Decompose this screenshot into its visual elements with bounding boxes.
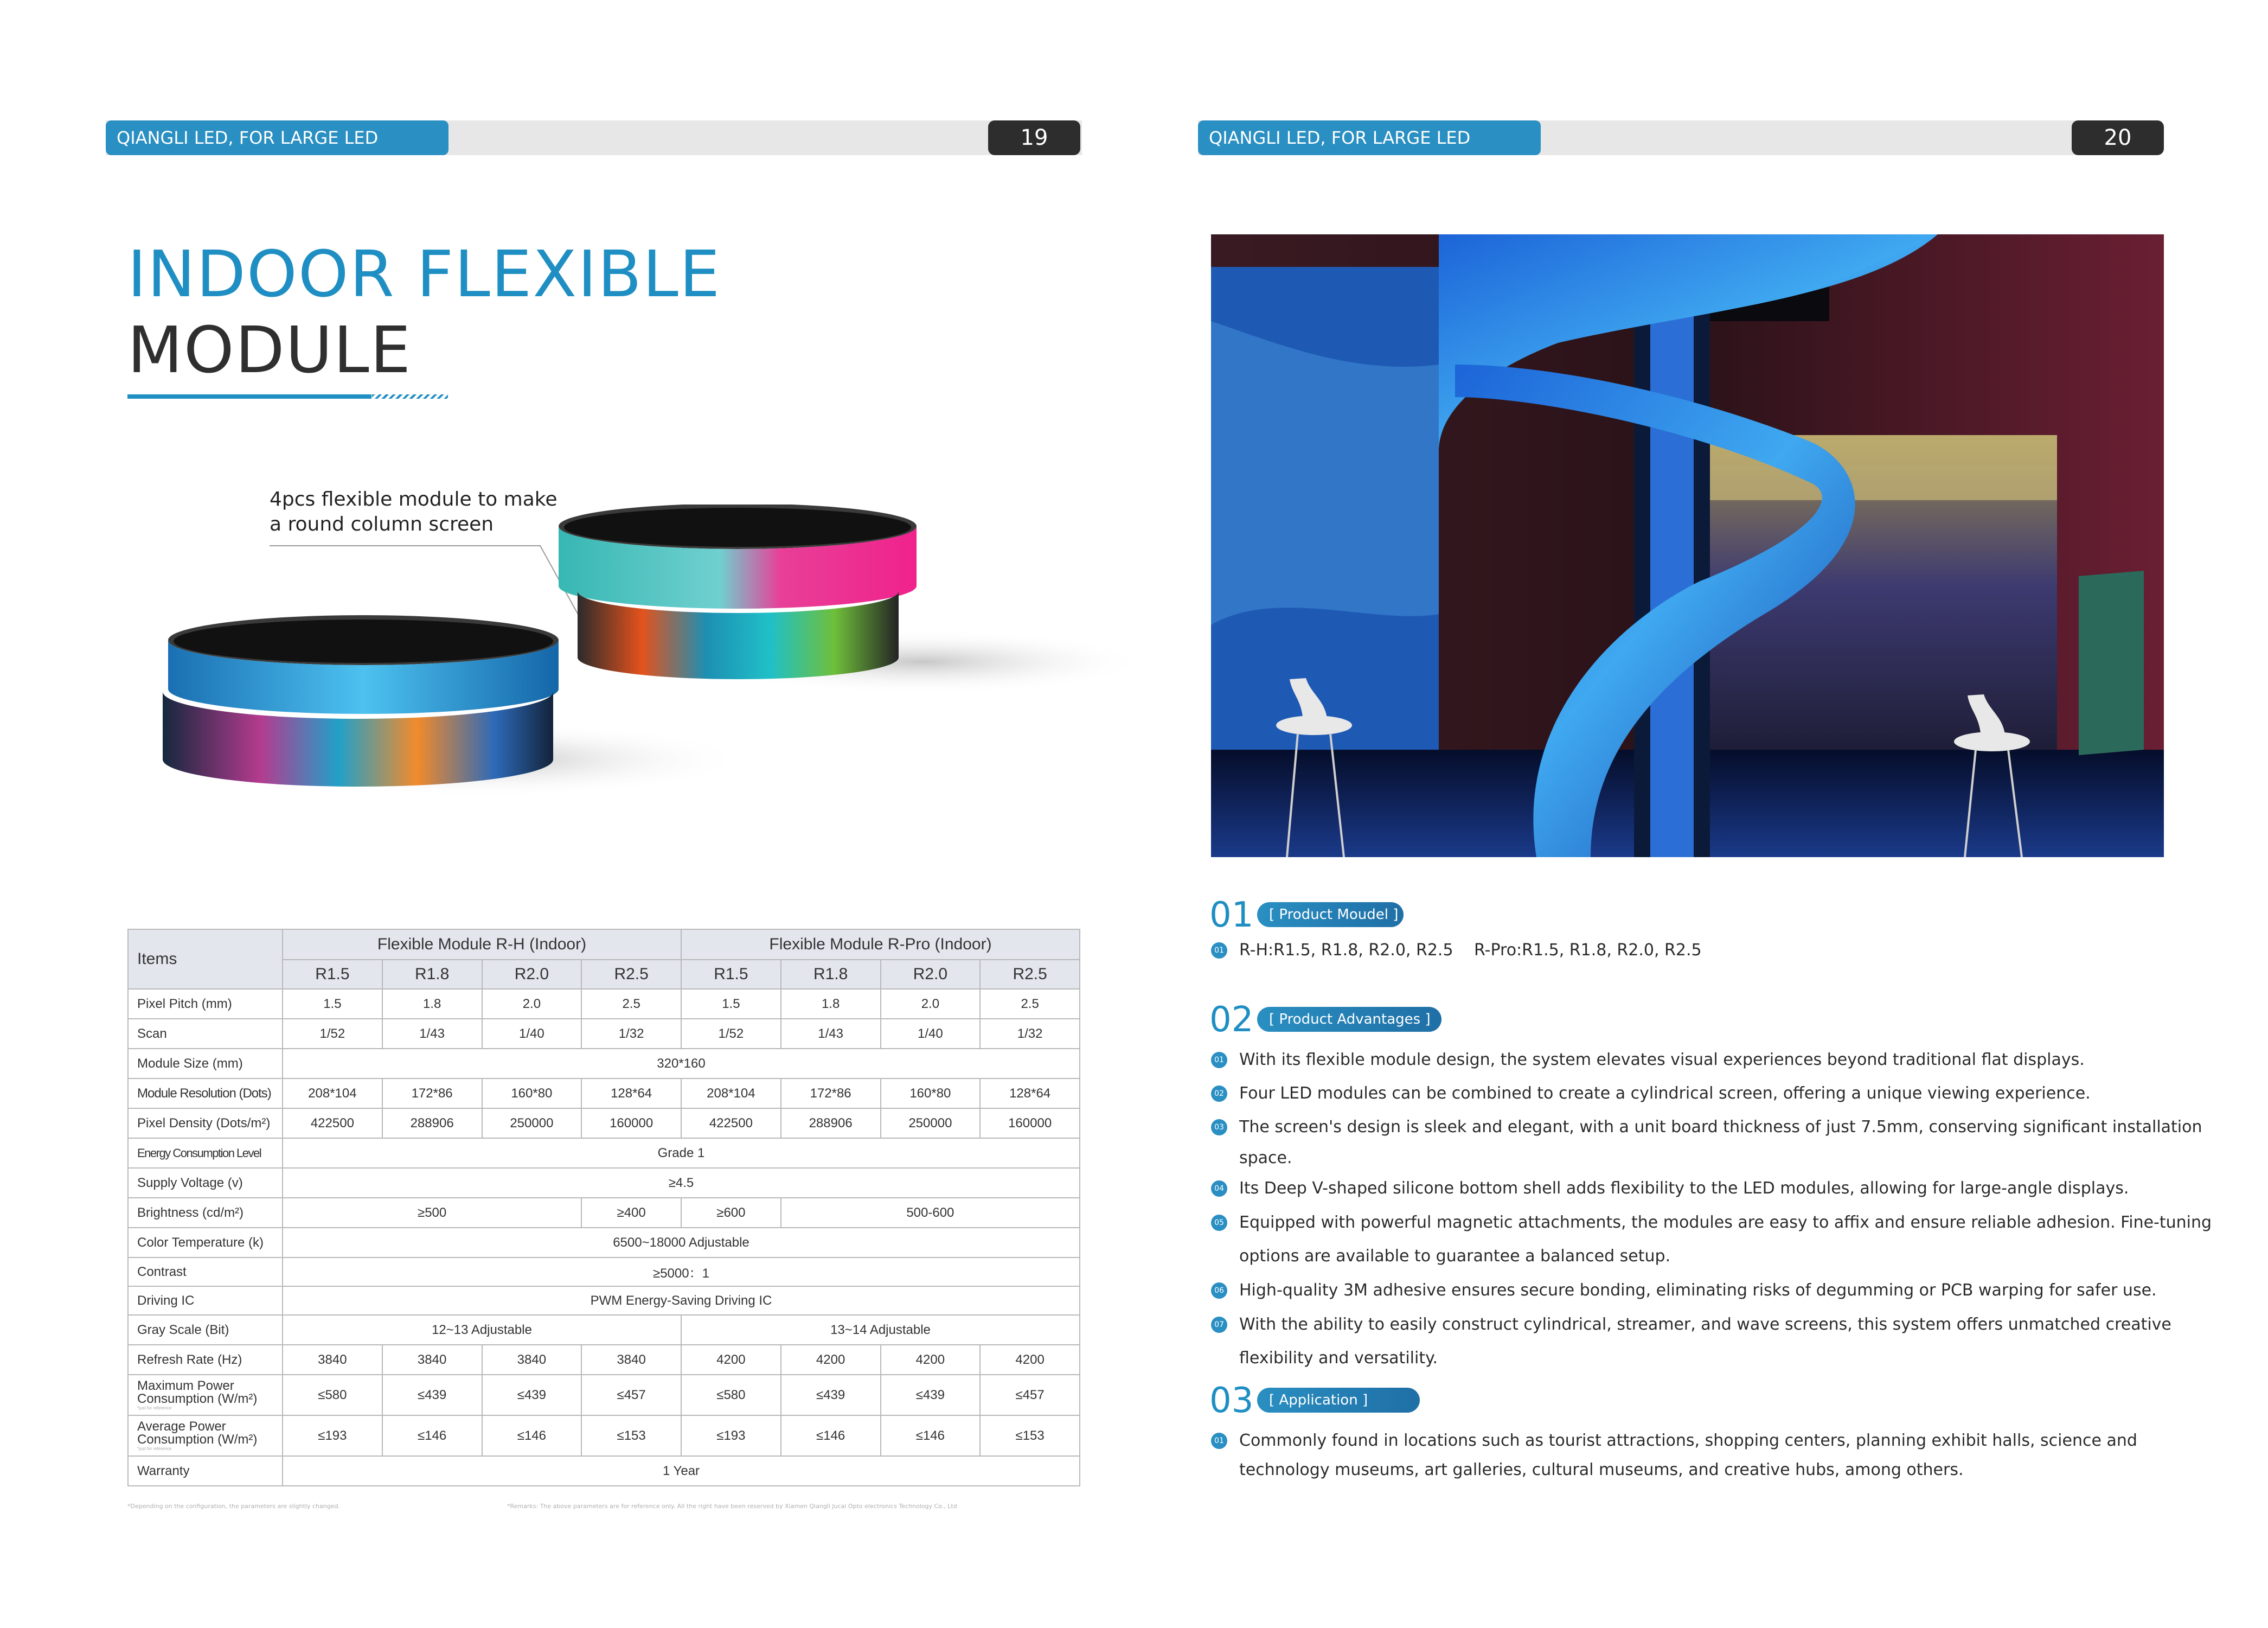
table-cell: ≤146 — [382, 1415, 482, 1456]
table-cell: 288906 — [382, 1108, 482, 1138]
section-pill-application: [ Application ] — [1257, 1388, 1420, 1413]
table-cell: 1/52 — [681, 1019, 781, 1049]
table-cell: 160*80 — [482, 1078, 582, 1108]
title-underline-hatch — [372, 394, 448, 399]
title-line-1: INDOOR FLEXIBLE — [127, 237, 721, 311]
table-cell: 1/43 — [781, 1019, 881, 1049]
row-label: Refresh Rate (Hz) — [128, 1345, 283, 1375]
advantage-item: Equipped with powerful magnetic attachments, the modules are easy to affix and ensure reliable adhesion. Fine-tuning — [1239, 1213, 2212, 1232]
row-label — [128, 1375, 283, 1415]
advantage-item: High-quality 3M adhesive ensures secure bonding, eliminating risks of degumming or PCB warping for safer use. — [1239, 1281, 2157, 1300]
model-header: R1.8 — [382, 960, 482, 989]
table-cell: ≤146 — [881, 1415, 981, 1456]
table-cell: 320*160 — [283, 1049, 1080, 1078]
table-cell: 172*86 — [382, 1078, 482, 1108]
footnote-right: *Remarks: The above parameters are for reference only. All the right have been reserved by Xiamen Qiangli Jucai Opto electronics Technology Co., Ltd — [507, 1503, 957, 1510]
table-cell: ≤457 — [980, 1375, 1080, 1415]
advantage-item: The screen's design is sleek and elegant, with a unit board thickness of just 7.5mm, conserving significant installation — [1239, 1118, 2202, 1137]
table-cell: 1.5 — [681, 989, 781, 1019]
installation-photo — [1211, 234, 2164, 857]
table-cell: 1/43 — [382, 1019, 482, 1049]
model-header: R1.5 — [283, 960, 382, 989]
table-cell: ≤193 — [681, 1415, 781, 1456]
bullet-number: 04 — [1211, 1180, 1227, 1197]
spec-table — [127, 929, 1080, 1486]
row-label: Brightness (cd/m²) — [128, 1198, 283, 1228]
table-cell: 1/40 — [482, 1019, 582, 1049]
table-cell: 2.0 — [881, 989, 981, 1019]
row-label: Pixel Pitch (mm) — [128, 989, 283, 1019]
table-cell: 3840 — [283, 1345, 382, 1375]
table-cell: ≤439 — [482, 1375, 582, 1415]
bullet-number: 07 — [1211, 1317, 1227, 1333]
table-cell: 4200 — [681, 1345, 781, 1375]
table-row — [128, 1168, 1080, 1198]
table-cell: 4200 — [980, 1345, 1080, 1375]
table-cell: ≥500 — [283, 1198, 581, 1228]
table-cell: ≤146 — [781, 1415, 881, 1456]
table-cell: 13~14 Adjustable — [681, 1315, 1080, 1345]
callout-line-2: a round column screen — [270, 513, 494, 535]
header-tag-right: QIANGLI LED, FOR LARGE LED DISPLAYS — [1198, 120, 1541, 155]
table-cell: 160000 — [980, 1108, 1080, 1138]
table-cell: ≤439 — [382, 1375, 482, 1415]
table-cell: ≤439 — [781, 1375, 881, 1415]
row-label: Module Size (mm) — [128, 1049, 283, 1078]
table-cell: 250000 — [482, 1108, 582, 1138]
table-cell: ≥5000：1 — [283, 1257, 1080, 1286]
title-underline — [127, 394, 371, 399]
row-label: Scan — [128, 1019, 283, 1049]
group-header-rpro: Flexible Module R-Pro (Indoor) — [681, 929, 1080, 960]
table-cell: 208*104 — [681, 1078, 781, 1108]
table-row — [128, 1228, 1080, 1257]
model-header: R2.0 — [482, 960, 582, 989]
section-pill-product-model: [ Product Moudel ] — [1257, 902, 1404, 927]
table-row — [128, 989, 1080, 1019]
table-cell: 160000 — [581, 1108, 681, 1138]
advantage-item-continued: options are available to guarantee a balanced setup. — [1239, 1247, 1671, 1266]
table-cell: 128*64 — [581, 1078, 681, 1108]
bullet-number: 01 — [1211, 1433, 1227, 1449]
table-cell: 3840 — [581, 1345, 681, 1375]
group-header-rh: Flexible Module R-H (Indoor) — [283, 929, 681, 960]
application-text-line-1: Commonly found in locations such as tourist attractions, shopping centers, planning exhibit halls, science and — [1239, 1431, 2137, 1450]
table-row — [128, 1049, 1080, 1078]
row-label: Color Temperature (k) — [128, 1228, 283, 1257]
table-row — [128, 1198, 1080, 1228]
model-list-rh: R-H:R1.5, R1.8, R2.0, R2.5 — [1239, 941, 1453, 960]
table-cell: ≥400 — [581, 1198, 681, 1228]
table-cell: 3840 — [482, 1345, 582, 1375]
table-cell: 160*80 — [881, 1078, 981, 1108]
table-row — [128, 1415, 1080, 1456]
table-cell: 128*64 — [980, 1078, 1080, 1108]
table-row — [128, 1456, 1080, 1486]
row-label: Pixel Density (Dots/m²) — [128, 1108, 283, 1138]
table-cell: ≤153 — [980, 1415, 1080, 1456]
advantage-item: With the ability to easily construct cylindrical, streamer, and wave screens, this system offers unmatched creative — [1239, 1315, 2171, 1334]
table-cell: 4200 — [881, 1345, 981, 1375]
table-cell: 422500 — [681, 1108, 781, 1138]
table-cell: 6500~18000 Adjustable — [283, 1228, 1080, 1257]
table-row — [128, 1345, 1080, 1375]
bullet-number: 03 — [1211, 1119, 1227, 1135]
title-line-2: MODULE — [127, 312, 412, 387]
bullet-number: 05 — [1211, 1215, 1227, 1231]
table-cell: 1.8 — [781, 989, 881, 1019]
table-cell: 3840 — [382, 1345, 482, 1375]
row-label: Contrast — [128, 1257, 283, 1286]
row-label: Energy Consumption Level — [128, 1138, 283, 1168]
row-label-line: Average Power — [137, 1419, 226, 1434]
model-header: R2.0 — [881, 960, 981, 989]
table-row — [128, 1078, 1080, 1108]
table-cell: ≤146 — [482, 1415, 582, 1456]
model-header: R2.5 — [980, 960, 1080, 989]
row-label-line: Consumption (W/m²) — [137, 1432, 258, 1447]
table-cell: 250000 — [881, 1108, 981, 1138]
table-cell: 1.8 — [382, 989, 482, 1019]
bullet-number: 02 — [1211, 1086, 1227, 1102]
section-number-03: 03 — [1209, 1381, 1254, 1421]
model-list-rpro: R-Pro:R1.5, R1.8, R2.0, R2.5 — [1474, 941, 1702, 960]
row-label-line: Consumption (W/m²) — [137, 1391, 258, 1406]
flexible-module-illustration — [152, 505, 1161, 808]
table-cell: PWM Energy-Saving Driving IC — [283, 1286, 1080, 1315]
footnote-left: *Depending on the configuration, the parameters are slightly changed. — [127, 1503, 340, 1510]
table-row — [128, 1286, 1080, 1315]
items-header: Items — [128, 929, 283, 989]
page-number-left: 19 — [988, 120, 1080, 155]
page-number-right: 20 — [2072, 120, 2164, 155]
table-cell: 1/32 — [581, 1019, 681, 1049]
table-cell: Grade 1 — [283, 1138, 1080, 1168]
table-row — [128, 1108, 1080, 1138]
table-row — [128, 1257, 1080, 1286]
advantage-item: Its Deep V-shaped silicone bottom shell adds flexibility to the LED modules, allowing for large-angle displays. — [1239, 1179, 2129, 1198]
table-row — [128, 1019, 1080, 1049]
section-pill-product-advantages: [ Product Advantages ] — [1257, 1007, 1441, 1032]
table-cell: ≤193 — [283, 1415, 382, 1456]
table-cell: 1/40 — [881, 1019, 981, 1049]
table-cell: 12~13 Adjustable — [283, 1315, 681, 1345]
row-label-note: *just for reference — [137, 1405, 172, 1410]
table-cell: 208*104 — [283, 1078, 382, 1108]
table-cell: 1/32 — [980, 1019, 1080, 1049]
model-header: R1.5 — [681, 960, 781, 989]
header-tag-left: QIANGLI LED, FOR LARGE LED DISPLAYS — [106, 120, 449, 155]
model-header: R1.8 — [781, 960, 881, 989]
table-row — [128, 1375, 1080, 1415]
table-cell: 1/52 — [283, 1019, 382, 1049]
table-row — [128, 1138, 1080, 1168]
row-label: Supply Voltage (v) — [128, 1168, 283, 1198]
table-cell: 2.5 — [581, 989, 681, 1019]
callout-line-1: 4pcs flexible module to make — [270, 488, 558, 510]
application-text-line-2: technology museums, art galleries, cultural museums, and creative hubs, among others. — [1239, 1460, 1964, 1479]
row-label-line: Maximum Power — [137, 1378, 234, 1393]
table-cell: ≤457 — [581, 1375, 681, 1415]
table-cell: ≤439 — [881, 1375, 981, 1415]
table-cell: 288906 — [781, 1108, 881, 1138]
table-cell: 4200 — [781, 1345, 881, 1375]
table-cell: ≥600 — [681, 1198, 781, 1228]
bullet-number: 01 — [1211, 942, 1227, 959]
advantage-item-continued: space. — [1239, 1148, 1292, 1167]
table-cell: 172*86 — [781, 1078, 881, 1108]
section-number-02: 02 — [1209, 1000, 1254, 1040]
table-cell: ≥4.5 — [283, 1168, 1080, 1198]
bullet-number: 01 — [1211, 1052, 1227, 1068]
table-cell: ≤580 — [283, 1375, 382, 1415]
advantage-item: Four LED modules can be combined to create a cylindrical screen, offering a unique viewing experience. — [1239, 1084, 2091, 1103]
table-row — [128, 1315, 1080, 1345]
table-cell: ≤153 — [581, 1415, 681, 1456]
row-label: Gray Scale (Bit) — [128, 1315, 283, 1345]
table-cell: 422500 — [283, 1108, 382, 1138]
table-cell: 1 Year — [283, 1456, 1080, 1486]
section-number-01: 01 — [1209, 895, 1254, 935]
bullet-number: 06 — [1211, 1282, 1227, 1299]
advantage-item-continued: flexibility and versatility. — [1239, 1349, 1438, 1368]
row-label: Module Resolution (Dots) — [128, 1078, 283, 1108]
table-cell: ≤580 — [681, 1375, 781, 1415]
table-cell: 2.5 — [980, 989, 1080, 1019]
table-cell: 1.5 — [283, 989, 382, 1019]
row-label-note: *just for reference — [137, 1446, 172, 1451]
row-label: Warranty — [128, 1456, 283, 1486]
table-cell: 2.0 — [482, 989, 582, 1019]
row-label: Driving IC — [128, 1286, 283, 1315]
row-label — [128, 1415, 283, 1456]
advantage-item: With its flexible module design, the system elevates visual experiences beyond traditional flat displays. — [1239, 1050, 2085, 1069]
table-cell: 500-600 — [781, 1198, 1080, 1228]
model-header: R2.5 — [581, 960, 681, 989]
